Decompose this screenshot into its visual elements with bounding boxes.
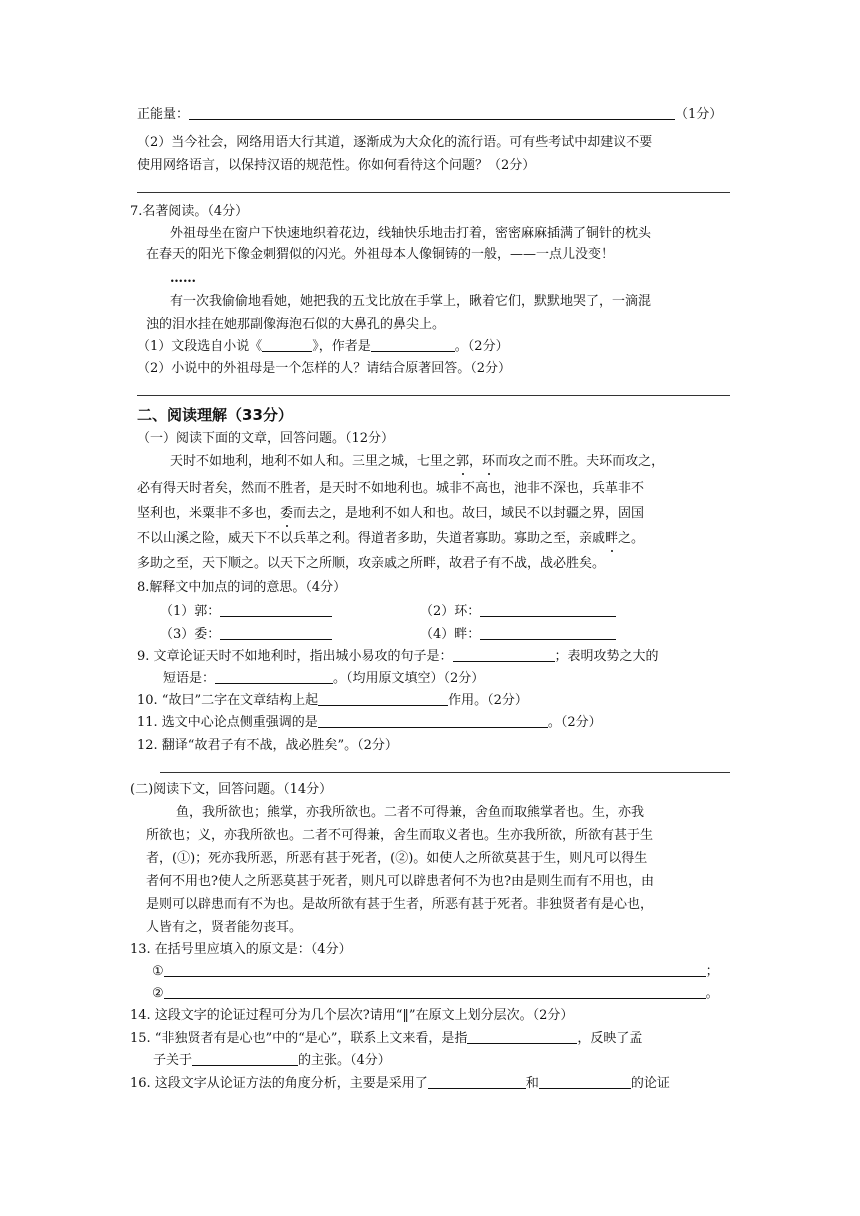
q7-para1-line1: 外祖母坐在窗户下快速地织着花边，线轴快乐地击打着，密密麻麻插满了铜针的枕头: [170, 226, 652, 241]
passage2-line2: 所欲也；义，亦我所欲也。二者不可得兼，舍生而取义者也。生亦我所欲，所欲有甚于生: [146, 828, 654, 843]
energy-line: 正能量： （1分）: [137, 107, 723, 122]
q6-sub2-line1: （2）当今社会，网络用语大行其道，逐渐成为大众化的流行语。可有些考试中却建议不要: [137, 135, 653, 150]
q13-title: 13. 在括号里应填入的原文是：（4分）: [130, 942, 352, 957]
dotted-word-pan: 畔: [605, 531, 619, 546]
q11-blank[interactable]: [318, 714, 548, 728]
q8-item1: （1）郭：: [160, 603, 332, 621]
q16: 16. 这段文字从论证方法的角度分析，主要是采用了 和 的论证: [130, 1076, 670, 1091]
q8-item2-blank[interactable]: [480, 603, 616, 617]
q7-para2-line2: 浊的泪水挂在她那副像海泡石似的大鼻孔的鼻尖上。: [146, 317, 446, 332]
passage2-line1: 鱼，我所欲也；熊掌，亦我所欲也。二者不可得兼，舍鱼而取熊掌者也。生，亦我: [176, 805, 645, 820]
novel-title-blank[interactable]: [262, 338, 312, 352]
author-blank[interactable]: [371, 338, 455, 352]
q14: 14. 这段文字的论证过程可分为几个层次?请用“‖”在原文上划分层次。（2分）: [130, 1008, 574, 1023]
q13-item1: ① ；: [152, 964, 719, 979]
q12: 12. 翻译“故君子有不战，战必胜矣”。（2分）: [137, 738, 398, 753]
q16-method1-blank[interactable]: [428, 1075, 526, 1089]
passage2-line6: 人皆有之，贤者能勿丧耳。: [146, 920, 303, 935]
q8-title: 8.解释文中加点的词的意思。（4分）: [137, 580, 347, 595]
q13-item1-blank[interactable]: [164, 963, 706, 977]
q9-sentence-blank[interactable]: [453, 648, 555, 662]
q9-line2: 短语是： 。（均用原文填空）（2分）: [163, 671, 485, 686]
section2-title: 二、阅读理解（33分）: [137, 406, 293, 424]
q9-phrase-blank[interactable]: [215, 670, 333, 684]
q7-para1-line2: 在春天的阳光下像金刺猬似的闪光。外祖母本人像铜铸的一般，——一点儿没变！: [146, 247, 615, 262]
passage1-line4: 不以山溪之险，威天下不以兵革之利。得道者多助，失道者寡助。寡助之至，亲戚畔之。: [137, 531, 645, 546]
q7-ellipsis: ……: [170, 271, 196, 286]
q7-sub1: （1）文段选自小说《 》，作者是 。（2分）: [137, 339, 509, 354]
q15-meaning-blank[interactable]: [467, 1030, 577, 1044]
q8-item4-blank[interactable]: [480, 626, 616, 640]
q8-item4: （4）畔：: [420, 626, 616, 644]
q7-title: 7.名著阅读。（4分）: [130, 204, 249, 219]
q8-item2: （2）环：: [420, 603, 616, 621]
passage2-line5: 是则可以辟患而有不为也。是故所欲有甚于生者，所恶有甚于死者。非独贤者有是心也，: [146, 897, 654, 912]
q11: 11. 选文中心论点侧重强调的是 。（2分）: [137, 715, 602, 730]
part1-title: （一）阅读下面的文章，回答问题。（12分）: [137, 431, 395, 446]
passage1-line2: 必有得天时者矣，然而不胜者，是天时不如地利也。城非不高也，池非不深也，兵革非不: [137, 481, 645, 496]
q12-answer-line[interactable]: [160, 772, 730, 773]
passage1-line1: 天时不如地利，地利不如人和。三里之城，七里之郭，环而攻之而不胜。夫环而攻之，: [170, 454, 665, 469]
q7-para2-line1: 有一次我偷偷地看她，她把我的五戈比放在手掌上，瞅着它们，默默地哭了，一滴混: [170, 294, 652, 309]
dotted-word-guo: 郭: [456, 454, 470, 469]
q15-claim-blank[interactable]: [192, 1052, 298, 1066]
q16-method2-blank[interactable]: [539, 1075, 631, 1089]
passage2-line3: 者，(①)；死亦我所恶，所恶有甚于死者，(②)。如使人之所欲莫甚于生，则凡可以得生: [146, 851, 648, 866]
q10-blank[interactable]: [318, 692, 448, 706]
passage2-line4: 者何不用也?使人之所恶莫甚于死者，则凡可以辟患者何不为也?由是则生而有不用也，由: [146, 874, 654, 889]
q13-item2-blank[interactable]: [164, 985, 706, 999]
dotted-word-huan: 环: [482, 454, 496, 469]
q15-line2: 子关于 的主张。（4分）: [153, 1053, 391, 1068]
q8-item3: （3）委：: [160, 626, 332, 644]
q8-item1-blank[interactable]: [220, 603, 332, 617]
part2-title: (二)阅读下文，回答问题。（14分）: [130, 782, 333, 797]
passage1-line5: 多助之至，天下顺之。以天下之所顺，攻亲戚之所畔，故君子有不战，战必胜矣。: [137, 556, 606, 571]
q7-answer-line[interactable]: [137, 395, 730, 396]
q7-sub2: （2）小说中的外祖母是一个怎样的人？请结合原著回答。（2分）: [137, 361, 512, 376]
q13-item2: ② 。: [152, 986, 719, 1001]
energy-answer-blank[interactable]: [189, 106, 675, 120]
q6-answer-line[interactable]: [137, 192, 730, 193]
passage1-line3: 坚利也，米粟非不多也，委而去之，是地利不如人和也。故曰，域民不以封疆之界，固国: [137, 506, 645, 521]
dotted-word-wei: 委: [280, 506, 294, 521]
q6-sub2-line2: 使用网络语言，以保持汉语的规范性。你如何看待这个问题？（2分）: [137, 158, 536, 173]
q10: 10. “故曰”二字在文章结构上起 作用。（2分）: [137, 693, 528, 708]
q8-item3-blank[interactable]: [220, 626, 332, 640]
q15-line1: 15. “非独贤者有是心也”中的“是心”，联系上文来看，是指 ，反映了孟: [130, 1031, 643, 1046]
q9-line1: 9. 文章论证天时不如地利时，指出城小易攻的句子是： ；表明攻势之大的: [137, 649, 659, 664]
